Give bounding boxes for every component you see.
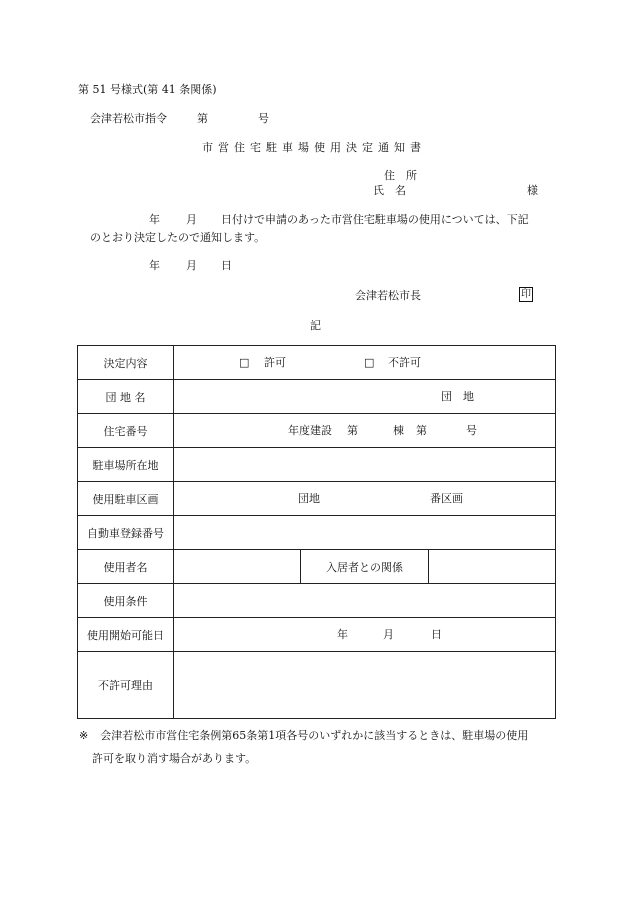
name-label: 氏 名 <box>373 184 406 197</box>
body-text-line2: のとおり決定したので通知します。 <box>90 231 266 244</box>
row-decision <box>78 346 556 380</box>
section-bankukaku: 番区画 <box>430 492 463 505</box>
note-text-line1: 会津若松市市営住宅条例第65条第1項各号のいずれかに該当するときは、駐車場の使用 <box>100 729 529 742</box>
complex-value[interactable] <box>174 380 556 414</box>
deny-checkbox[interactable]: □ <box>364 356 375 369</box>
issuer-name: 会津若松市長 <box>355 289 421 302</box>
body-year: 年 <box>149 213 160 226</box>
house-number-label: 住宅番号 <box>78 414 174 448</box>
relation-value[interactable] <box>428 550 555 584</box>
house-nendo: 年度建設 <box>288 424 332 437</box>
user-name-label: 使用者名 <box>78 550 174 584</box>
directive-prefix: 会津若松市指令 <box>90 112 167 125</box>
row-section <box>78 482 556 516</box>
car-reg-value[interactable] <box>174 516 556 550</box>
row-location <box>78 448 556 482</box>
document-title: 市営住宅駐車場使用決定通知書 <box>202 141 426 154</box>
conditions-value[interactable] <box>174 584 556 618</box>
deny-reason-label: 不許可理由 <box>78 652 174 719</box>
house-to: 棟 <box>393 424 404 437</box>
row-house <box>78 414 556 448</box>
date-day: 日 <box>221 259 232 272</box>
note-line1 <box>79 730 528 741</box>
row-deny-reason <box>78 652 556 719</box>
directive-dai: 第 <box>197 112 208 125</box>
body-text-line1: 日付けで申請のあった市営住宅駐車場の使用については、下記 <box>221 213 529 226</box>
decision-label: 決定内容 <box>78 346 174 380</box>
house-go: 号 <box>466 424 477 437</box>
seal-stamp: 印 <box>521 289 531 300</box>
conditions-label: 使用条件 <box>78 584 174 618</box>
row-complex <box>78 380 556 414</box>
row-car-reg <box>78 516 556 550</box>
honorific: 様 <box>527 184 538 197</box>
row-conditions <box>78 584 556 618</box>
decision-value <box>174 346 556 380</box>
date-month: 月 <box>186 259 197 272</box>
house-number-value[interactable] <box>174 414 556 448</box>
permit-checkbox[interactable]: □ <box>239 356 250 369</box>
relation-label: 入居者との関係 <box>301 550 428 584</box>
row-user <box>78 550 556 584</box>
start-date-day: 日 <box>431 628 442 641</box>
start-date-year: 年 <box>337 628 348 641</box>
note-text-line2: 許可を取り消す場合があります。 <box>92 752 257 765</box>
decision-table <box>77 345 556 719</box>
complex-suffix: 団 地 <box>441 390 474 403</box>
car-reg-label: 自動車登録番号 <box>78 516 174 550</box>
body-month: 月 <box>186 213 197 226</box>
section-label: 使用駐車区画 <box>78 482 174 516</box>
start-date-value[interactable] <box>174 618 556 652</box>
house-dai1: 第 <box>347 424 358 437</box>
complex-label: 団 地 名 <box>78 380 174 414</box>
directive-go: 号 <box>258 112 269 125</box>
house-dai2: 第 <box>416 424 427 437</box>
location-label: 駐車場所在地 <box>78 448 174 482</box>
user-name-value[interactable] <box>174 550 301 584</box>
start-date-month: 月 <box>383 628 394 641</box>
row-start-date <box>78 618 556 652</box>
start-date-label: 使用開始可能日 <box>78 618 174 652</box>
section-value[interactable] <box>174 482 556 516</box>
deny-option: 不許可 <box>388 356 421 369</box>
form-number: 第 51 号様式(第 41 条関係) <box>78 83 217 96</box>
ki-label: 記 <box>310 319 321 332</box>
location-value[interactable] <box>174 448 556 482</box>
address-label: 住 所 <box>384 169 417 182</box>
date-year: 年 <box>149 259 160 272</box>
section-danchi: 団地 <box>298 492 320 505</box>
deny-reason-value[interactable] <box>174 652 556 719</box>
note-mark: ※ <box>79 729 89 742</box>
permit-option: 許可 <box>264 356 286 369</box>
